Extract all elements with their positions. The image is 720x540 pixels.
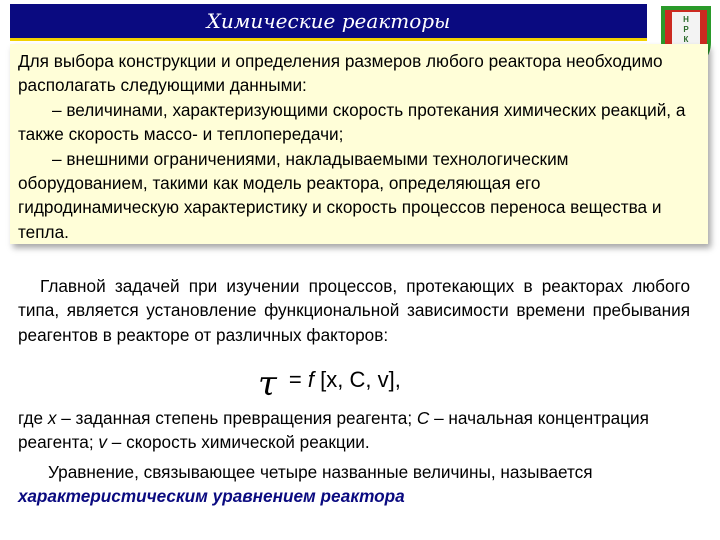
explain-part-4: – скорость химической реакции.	[107, 432, 370, 453]
tau-symbol: τ	[258, 364, 277, 404]
var-v: v	[98, 432, 108, 453]
formula	[258, 363, 401, 404]
box-item-1-text: – величинами, характеризующими скорость протекания химических реакций, а также скорость массо- и теплопередачи;	[18, 99, 686, 145]
definition-term: характеристическим уравнением реактора	[18, 486, 405, 507]
logo-letter-3: К	[683, 35, 689, 44]
logo-letter-2: Р	[683, 25, 689, 34]
box-item-2-text: – внешними ограничениями, накладываемыми технологическим оборудованием, такими как модель реактора, определяющая его гидродинамическую характеристику и скорость процессов переноса вещества и тепла.	[18, 148, 662, 242]
logo-letter-1: Н	[683, 15, 689, 24]
title-bar	[10, 4, 647, 41]
var-c: С	[416, 408, 430, 428]
variables-explanation	[18, 406, 690, 455]
definition-paragraph	[18, 460, 690, 509]
slide-title: Химические реакторы	[206, 9, 451, 33]
requirements-box	[10, 44, 708, 244]
main-paragraph	[18, 274, 690, 347]
formula-f: f	[307, 367, 315, 392]
explain-part-3: – начальная концентрация реагента;	[18, 408, 654, 453]
box-item-1	[18, 98, 700, 147]
main-paragraph-text: Главной задачей при изучении процессов, протекающих в реакторах любого типа, является установление функциональной зависимости времени пребывания реагентов в реакторе от различных факторов:	[18, 276, 690, 345]
formula-args: [x, C, v],	[314, 367, 401, 392]
var-x: х	[47, 408, 57, 428]
definition-text: Уравнение, связывающее четыре названные величины, называется	[48, 462, 593, 482]
box-intro: Для выбора конструкции и определения размеров любого реактора необходимо располагать следующими данными:	[18, 51, 663, 96]
explain-part-2: – заданная степень превращения реагента;	[56, 408, 417, 428]
explain-part-1: где	[18, 408, 48, 428]
formula-eq: =	[282, 367, 308, 392]
box-item-2	[18, 147, 700, 245]
